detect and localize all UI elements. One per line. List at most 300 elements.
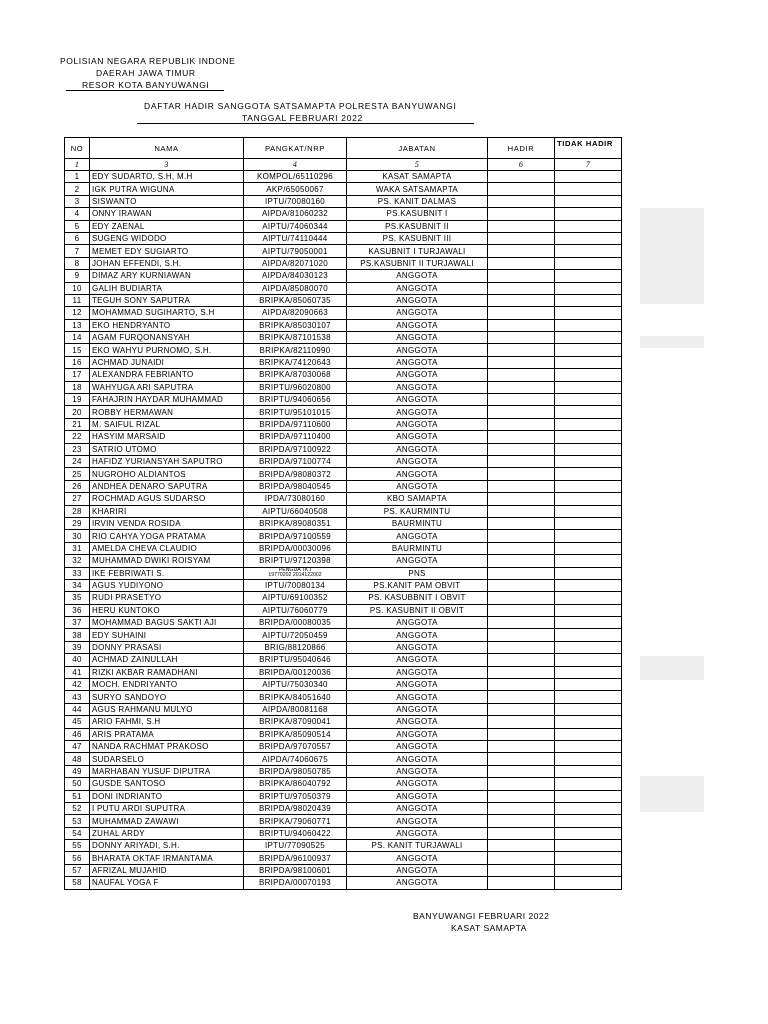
row-absent xyxy=(555,555,622,567)
row-absent xyxy=(555,778,622,790)
column-index: 7 xyxy=(555,159,622,171)
row-rank-nrp: BRIPKA/87030068 xyxy=(244,369,347,381)
row-position: ANGGOTA xyxy=(347,356,488,368)
row-present xyxy=(488,840,555,852)
row-position: ANGGOTA xyxy=(347,790,488,802)
row-position: ANGGOTA xyxy=(347,641,488,653)
row-absent xyxy=(555,877,622,889)
table-row xyxy=(65,480,622,492)
row-position: KASAT SAMAPTA xyxy=(347,171,488,183)
row-number: 47 xyxy=(65,740,90,752)
row-present xyxy=(488,418,555,430)
row-rank-nrp: BRIPDA/98100601 xyxy=(244,864,347,876)
row-position: ANGGOTA xyxy=(347,530,488,542)
row-number: 41 xyxy=(65,666,90,678)
table-row xyxy=(65,802,622,814)
row-position: ANGGOTA xyxy=(347,827,488,839)
row-present xyxy=(488,282,555,294)
header-underline xyxy=(66,90,224,91)
row-rank-nrp: AIPDA/82090663 xyxy=(244,307,347,319)
row-position: ANGGOTA xyxy=(347,555,488,567)
table-row xyxy=(65,418,622,430)
row-rank-nrp: BRIPKA/85090514 xyxy=(244,728,347,740)
header-institution: POLISIAN NEGARA REPUBLIK INDONE xyxy=(60,56,236,66)
row-rank-nrp: AIPTU/74060344 xyxy=(244,220,347,232)
row-position: ANGGOTA xyxy=(347,369,488,381)
row-name: NAUFAL YOGA F xyxy=(90,877,244,889)
row-number: 49 xyxy=(65,765,90,777)
row-present xyxy=(488,530,555,542)
row-number: 38 xyxy=(65,629,90,641)
row-rank-nrp: BRIPDA/97100559 xyxy=(244,530,347,542)
row-present xyxy=(488,567,555,579)
row-number: 27 xyxy=(65,493,90,505)
row-present xyxy=(488,443,555,455)
row-absent xyxy=(555,827,622,839)
table-row xyxy=(65,232,622,244)
row-absent xyxy=(555,381,622,393)
table-row xyxy=(65,827,622,839)
row-name: NANDA RACHMAT PRAKOSO xyxy=(90,740,244,752)
table-row xyxy=(65,864,622,876)
row-rank-nrp: BRIPDA/97110600 xyxy=(244,418,347,430)
row-absent xyxy=(555,740,622,752)
row-nip: 19770202 2014122002 xyxy=(268,572,322,579)
table-row xyxy=(65,753,622,765)
row-present xyxy=(488,542,555,554)
row-present xyxy=(488,431,555,443)
row-name: ROBBY HERMAWAN xyxy=(90,406,244,418)
row-name: RIZKI AKBAR RAMADHANI xyxy=(90,666,244,678)
row-absent xyxy=(555,542,622,554)
row-number: 46 xyxy=(65,728,90,740)
row-rank-nrp: BRIPDA/98020439 xyxy=(244,802,347,814)
row-position: KBO SAMAPTA xyxy=(347,493,488,505)
row-number: 53 xyxy=(65,815,90,827)
row-rank-nrp: BRIPTU/95101015 xyxy=(244,406,347,418)
row-position: PS. KASUBNIT III xyxy=(347,232,488,244)
row-rank-nrp: IPTU/70080134 xyxy=(244,579,347,591)
row-rank-nrp: KOMPOL/65110296 xyxy=(244,171,347,183)
table-row xyxy=(65,394,622,406)
row-number: 25 xyxy=(65,468,90,480)
row-present xyxy=(488,369,555,381)
column-index: 6 xyxy=(488,159,555,171)
table-row xyxy=(65,468,622,480)
row-position: ANGGOTA xyxy=(347,629,488,641)
row-rank-nrp: IPTU/70080160 xyxy=(244,195,347,207)
table-row xyxy=(65,270,622,282)
row-present xyxy=(488,493,555,505)
row-position: ANGGOTA xyxy=(347,418,488,430)
row-present xyxy=(488,245,555,257)
row-number: 34 xyxy=(65,579,90,591)
row-name: HASYIM MARSAID xyxy=(90,431,244,443)
row-absent xyxy=(555,480,622,492)
table-row xyxy=(65,455,622,467)
row-name: AFRIZAL MUJAHID xyxy=(90,864,244,876)
row-number: 19 xyxy=(65,394,90,406)
row-position: PS.KASUBNIT II xyxy=(347,220,488,232)
row-rank-nrp: BRIPKA/86040792 xyxy=(244,778,347,790)
row-rank-nrp: BRIPKA/87101538 xyxy=(244,332,347,344)
row-number: 31 xyxy=(65,542,90,554)
row-rank-nrp: AIPTU/75030340 xyxy=(244,679,347,691)
row-number: 39 xyxy=(65,641,90,653)
row-number: 33 xyxy=(65,567,90,579)
row-present xyxy=(488,864,555,876)
row-number: 16 xyxy=(65,356,90,368)
row-number: 14 xyxy=(65,332,90,344)
row-present xyxy=(488,394,555,406)
row-absent xyxy=(555,802,622,814)
row-position: PS. KANIT DALMAS xyxy=(347,195,488,207)
row-absent xyxy=(555,666,622,678)
gray-band xyxy=(640,776,704,812)
row-number: 40 xyxy=(65,654,90,666)
row-present xyxy=(488,703,555,715)
row-name: GUSDE SANTOSO xyxy=(90,778,244,790)
table-row xyxy=(65,629,622,641)
row-name: EDY SUHAINI xyxy=(90,629,244,641)
row-position: ANGGOTA xyxy=(347,282,488,294)
table-row xyxy=(65,728,622,740)
row-name: AGAM FURQONANSYAH xyxy=(90,332,244,344)
table-row xyxy=(65,245,622,257)
row-number: 5 xyxy=(65,220,90,232)
table-row xyxy=(65,703,622,715)
row-absent xyxy=(555,344,622,356)
row-name: ROCHMAD AGUS SUDARSO xyxy=(90,493,244,505)
row-absent xyxy=(555,530,622,542)
row-absent xyxy=(555,679,622,691)
table-row xyxy=(65,493,622,505)
row-present xyxy=(488,815,555,827)
row-rank-nrp: AIPDA/84030123 xyxy=(244,270,347,282)
row-position: ANGGOTA xyxy=(347,740,488,752)
row-absent xyxy=(555,369,622,381)
table-row xyxy=(65,740,622,752)
table-row xyxy=(65,679,622,691)
row-absent xyxy=(555,753,622,765)
row-rank-nrp: BRIPDA/98080372 xyxy=(244,468,347,480)
column-index-row xyxy=(65,159,622,171)
row-absent xyxy=(555,220,622,232)
table-row xyxy=(65,183,622,195)
row-present xyxy=(488,468,555,480)
row-rank-nrp: BRIPKA/74120643 xyxy=(244,356,347,368)
table-row xyxy=(65,542,622,554)
row-rank-nrp: BRIPTU/94060656 xyxy=(244,394,347,406)
row-position: ANGGOTA xyxy=(347,877,488,889)
row-position: ANGGOTA xyxy=(347,666,488,678)
row-rank-nrp: BRIPDA/00070193 xyxy=(244,877,347,889)
row-name: M. SAIFUL RIZAL xyxy=(90,418,244,430)
row-rank-nrp: AIPDA/81060232 xyxy=(244,208,347,220)
table-row xyxy=(65,356,622,368)
row-position: ANGGOTA xyxy=(347,654,488,666)
row-position: ANGGOTA xyxy=(347,716,488,728)
row-name: ACHMAD JUNAIDI xyxy=(90,356,244,368)
row-absent xyxy=(555,455,622,467)
row-rank-nrp: AIPTU/79050001 xyxy=(244,245,347,257)
row-present xyxy=(488,195,555,207)
row-position: PS. KASUBBNIT I OBVIT xyxy=(347,592,488,604)
row-absent xyxy=(555,604,622,616)
row-number: 29 xyxy=(65,517,90,529)
row-number: 10 xyxy=(65,282,90,294)
table-row xyxy=(65,790,622,802)
row-name: JOHAN EFFENDI, S.H. xyxy=(90,257,244,269)
row-present xyxy=(488,604,555,616)
row-name: MUHAMMAD ZAWAWI xyxy=(90,815,244,827)
row-rank-nrp: BRIPDA/98040545 xyxy=(244,480,347,492)
table-row xyxy=(65,406,622,418)
row-number: 36 xyxy=(65,604,90,616)
row-name: ARIO FAHMI, S.H xyxy=(90,716,244,728)
table-row xyxy=(65,716,622,728)
row-name: DONNY ARIYADI, S.H. xyxy=(90,840,244,852)
signature-position: KASAT SAMAPTA xyxy=(451,923,527,933)
row-number: 35 xyxy=(65,592,90,604)
row-absent xyxy=(555,517,622,529)
row-absent xyxy=(555,171,622,183)
row-name: ACHMAD ZAINULLAH xyxy=(90,654,244,666)
row-number: 1 xyxy=(65,171,90,183)
column-header-pangkat: PANGKAT/NRP xyxy=(244,138,347,159)
row-present xyxy=(488,381,555,393)
row-present xyxy=(488,654,555,666)
row-absent xyxy=(555,332,622,344)
table-row xyxy=(65,319,622,331)
table-row xyxy=(65,220,622,232)
row-present xyxy=(488,740,555,752)
table-row xyxy=(65,604,622,616)
table-row xyxy=(65,877,622,889)
row-present xyxy=(488,765,555,777)
row-number: 12 xyxy=(65,307,90,319)
row-present xyxy=(488,753,555,765)
row-absent xyxy=(555,294,622,306)
header-resort: RESOR KOTA BANYUWANGI xyxy=(82,80,210,90)
row-rank-nrp: BRIPDA/98050785 xyxy=(244,765,347,777)
row-name: FAHAJRIN HAYDAR MUHAMMAD xyxy=(90,394,244,406)
row-position: ANGGOTA xyxy=(347,480,488,492)
row-name: MOHAMMAD SUGIHARTO, S.H xyxy=(90,307,244,319)
row-position: ANGGOTA xyxy=(347,864,488,876)
row-position: PS.KASUBNIT II TURJAWALI xyxy=(347,257,488,269)
row-position: ANGGOTA xyxy=(347,691,488,703)
row-absent xyxy=(555,257,622,269)
row-rank-nrp: BRIPKA/87090041 xyxy=(244,716,347,728)
row-name: ARIS PRATAMA xyxy=(90,728,244,740)
row-rank-nrp: BRIG/88120866 xyxy=(244,641,347,653)
row-absent xyxy=(555,790,622,802)
table-row xyxy=(65,307,622,319)
row-rank-nrp: BRIPKA/84051640 xyxy=(244,691,347,703)
table-row xyxy=(65,282,622,294)
row-present xyxy=(488,517,555,529)
row-name: EKO HENDRYANTO xyxy=(90,319,244,331)
row-rank-nrp: BRIPTU/97050379 xyxy=(244,790,347,802)
row-position: PS. KAURMINTU xyxy=(347,505,488,517)
row-name: RIO CAHYA YOGA PRATAMA xyxy=(90,530,244,542)
row-number: 8 xyxy=(65,257,90,269)
row-name: NUGROHO ALDIANTOS xyxy=(90,468,244,480)
row-rank-nrp: IPTU/77090525 xyxy=(244,840,347,852)
row-absent xyxy=(555,815,622,827)
row-position: ANGGOTA xyxy=(347,443,488,455)
row-rank-nrp: BRIPKA/82110990 xyxy=(244,344,347,356)
table-row xyxy=(65,666,622,678)
table-row xyxy=(65,592,622,604)
row-present xyxy=(488,183,555,195)
signature-place-date: BANYUWANGI FEBRUARI 2022 xyxy=(413,911,550,921)
row-rank-nrp: AIPDA/74060675 xyxy=(244,753,347,765)
row-absent xyxy=(555,195,622,207)
row-present xyxy=(488,344,555,356)
row-present xyxy=(488,691,555,703)
table-header-row xyxy=(65,138,622,159)
row-absent xyxy=(555,418,622,430)
row-number: 7 xyxy=(65,245,90,257)
row-rank-nrp: BRIPKA/85030107 xyxy=(244,319,347,331)
row-absent xyxy=(555,406,622,418)
row-name: DONI INDRIANTO xyxy=(90,790,244,802)
row-rank-nrp: BRIPDA/97100922 xyxy=(244,443,347,455)
table-row xyxy=(65,171,622,183)
row-present xyxy=(488,208,555,220)
column-header-tidak-hadir: TIDAK HADIR xyxy=(555,138,622,159)
document-title: DAFTAR HADIR SANGGOTA SATSAMAPTA POLRESTA BANYUWANGI xyxy=(144,101,457,111)
row-present xyxy=(488,232,555,244)
row-number: 44 xyxy=(65,703,90,715)
row-rank-nrp xyxy=(244,567,347,579)
row-name: HAFIDZ YURIANSYAH SAPUTRO xyxy=(90,455,244,467)
row-number: 57 xyxy=(65,864,90,876)
row-absent xyxy=(555,505,622,517)
table-row xyxy=(65,852,622,864)
row-present xyxy=(488,406,555,418)
table-row xyxy=(65,579,622,591)
row-present xyxy=(488,728,555,740)
row-absent xyxy=(555,765,622,777)
row-name: DONNY PRASASI xyxy=(90,641,244,653)
row-present xyxy=(488,629,555,641)
row-position: ANGGOTA xyxy=(347,728,488,740)
row-number: 6 xyxy=(65,232,90,244)
table-row xyxy=(65,381,622,393)
row-position: ANGGOTA xyxy=(347,332,488,344)
row-position: PS. KANIT TURJAWALI xyxy=(347,840,488,852)
row-name: GALIH BUDIARTA xyxy=(90,282,244,294)
table-row xyxy=(65,257,622,269)
row-position: ANGGOTA xyxy=(347,394,488,406)
row-position: ANGGOTA xyxy=(347,778,488,790)
row-present xyxy=(488,641,555,653)
row-rank-nrp: IPDA/73080160 xyxy=(244,493,347,505)
row-absent xyxy=(555,703,622,715)
row-number: 28 xyxy=(65,505,90,517)
row-absent xyxy=(555,319,622,331)
row-number: 58 xyxy=(65,877,90,889)
row-absent xyxy=(555,232,622,244)
row-present xyxy=(488,455,555,467)
row-number: 32 xyxy=(65,555,90,567)
row-present xyxy=(488,480,555,492)
row-rank-nrp: BRIPTU/96020800 xyxy=(244,381,347,393)
row-name: BHARATA OKTAF IRMANTAMA xyxy=(90,852,244,864)
row-name: ALEXANDRA FEBRIANTO xyxy=(90,369,244,381)
row-name: MARHABAN YUSUF DIPUTRA xyxy=(90,765,244,777)
row-number: 37 xyxy=(65,617,90,629)
row-absent xyxy=(555,431,622,443)
column-header-jabatan: JABATAN xyxy=(347,138,488,159)
row-position: PS.KANIT PAM OBVIT xyxy=(347,579,488,591)
row-position: PS. KASUBNIT II OBVIT xyxy=(347,604,488,616)
row-name: DIMAZ ARY KURNIAWAN xyxy=(90,270,244,282)
row-position: ANGGOTA xyxy=(347,802,488,814)
row-number: 54 xyxy=(65,827,90,839)
row-name: AGUS YUDIYONO xyxy=(90,579,244,591)
row-position: ANGGOTA xyxy=(347,431,488,443)
row-rank-nrp: BRIPDA/97070557 xyxy=(244,740,347,752)
row-name: HERU KUNTOKO xyxy=(90,604,244,616)
row-present xyxy=(488,802,555,814)
table-row xyxy=(65,195,622,207)
table-row xyxy=(65,369,622,381)
row-position: BAURMINTU xyxy=(347,517,488,529)
row-name: WAHYUGA ARI SAPUTRA xyxy=(90,381,244,393)
row-name: MOCH. ENDRIYANTO xyxy=(90,679,244,691)
row-number: 30 xyxy=(65,530,90,542)
row-number: 3 xyxy=(65,195,90,207)
row-rank-nrp: BRIPKA/85060735 xyxy=(244,294,347,306)
row-name: MOHAMMAD BAGUS SAKTI AJI xyxy=(90,617,244,629)
row-rank-nrp: AIPDA/80081168 xyxy=(244,703,347,715)
row-present xyxy=(488,579,555,591)
row-rank-nrp: BRIPTU/95040646 xyxy=(244,654,347,666)
row-present xyxy=(488,307,555,319)
table-row xyxy=(65,765,622,777)
row-present xyxy=(488,505,555,517)
table-row xyxy=(65,617,622,629)
row-position: PS.KASUBNIT I xyxy=(347,208,488,220)
column-index: 4 xyxy=(244,159,347,171)
row-present xyxy=(488,679,555,691)
row-name: SUDARSELO xyxy=(90,753,244,765)
row-present xyxy=(488,852,555,864)
row-position: ANGGOTA xyxy=(347,344,488,356)
row-rank-nrp: BRIPDA/00120036 xyxy=(244,666,347,678)
row-name: TEGUH SONY SAPUTRA xyxy=(90,294,244,306)
table-row xyxy=(65,691,622,703)
row-position: ANGGOTA xyxy=(347,455,488,467)
row-present xyxy=(488,171,555,183)
row-position: ANGGOTA xyxy=(347,270,488,282)
table-row xyxy=(65,344,622,356)
row-present xyxy=(488,592,555,604)
row-position: KASUBNIT I TURJAWALI xyxy=(347,245,488,257)
table-row xyxy=(65,840,622,852)
row-number: 43 xyxy=(65,691,90,703)
row-absent xyxy=(555,728,622,740)
row-name: EKO WAHYU PURNOMO, S.H. xyxy=(90,344,244,356)
row-name: IGK PUTRA WIGUNA xyxy=(90,183,244,195)
row-number: 2 xyxy=(65,183,90,195)
row-absent xyxy=(555,641,622,653)
row-name: I PUTU ARDI SUPUTRA xyxy=(90,802,244,814)
